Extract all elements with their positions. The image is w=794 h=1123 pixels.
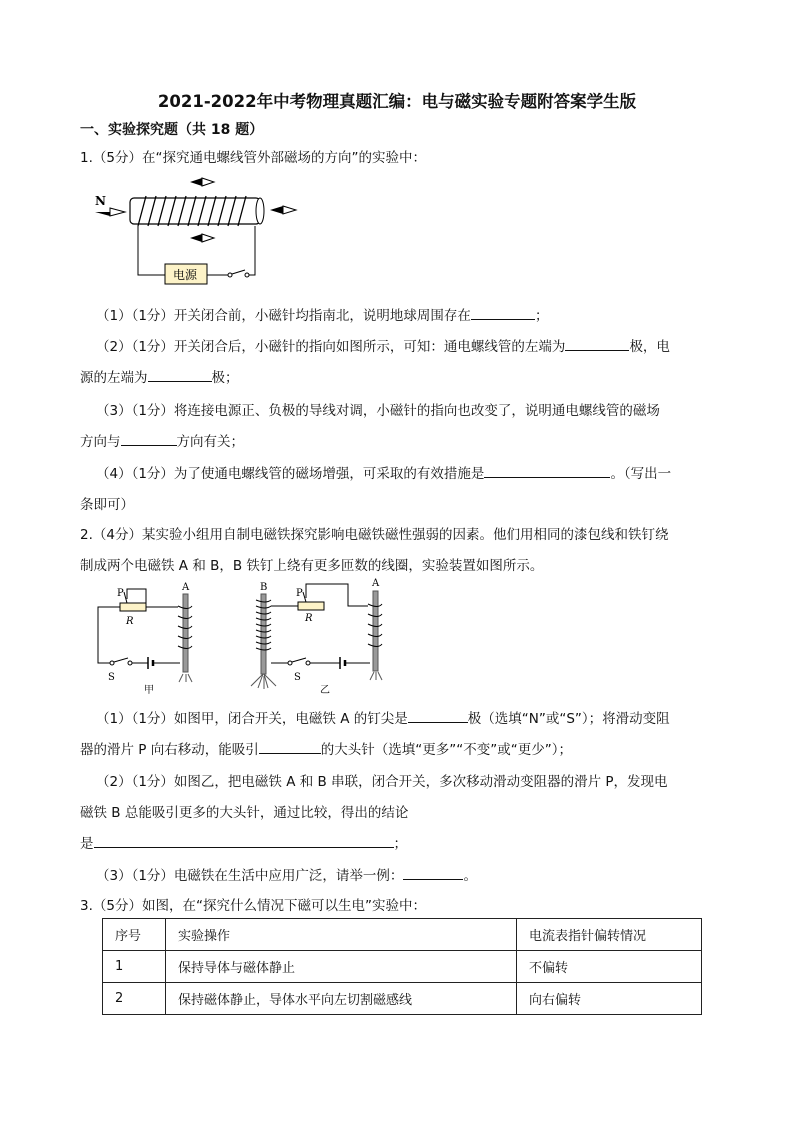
q3-table: [102, 918, 702, 1015]
q1-part1: （1）（1分）开关闭合前，小磁针均指南北，说明地球周围存在 ；: [96, 308, 549, 324]
table-cell: 保持磁体静止，导体水平向左切割磁感线: [166, 983, 517, 1015]
table-header: 电流表指针偏转情况: [517, 919, 702, 951]
q1-part4-line2: 条即可）: [80, 497, 134, 513]
table-cell: 不偏转: [517, 951, 702, 983]
q2-stem-line1: 2.（4分）某实验小组用自制电磁铁探究影响电磁铁磁性强弱的因素。他们用相同的漆包线和铁钉绕: [80, 527, 669, 543]
svg-text:B: B: [260, 582, 268, 593]
svg-text:S: S: [294, 672, 301, 683]
page-title: 2021-2022年中考物理真题汇编：电与磁实验专题附答案学生版: [157, 92, 637, 111]
svg-text:A: A: [372, 578, 380, 589]
q1-part3-line1: （3）（1分）将连接电源正、负极的导线对调，小磁针的指向也改变了，说明通电螺线管的磁场: [96, 403, 660, 419]
answer-blank: [471, 306, 535, 320]
q1-part4-line1: （4）（1分）为了使通电螺线管的磁场增强，可采取的有效措施是 。（写出一: [96, 466, 672, 482]
table-row: [103, 951, 702, 983]
table-cell: 向右偏转: [517, 983, 702, 1015]
svg-text:R: R: [126, 616, 134, 627]
table-cell: 保持导体与磁体静止: [166, 951, 517, 983]
answer-blank: [565, 337, 629, 351]
table-row: [103, 983, 702, 1015]
compass-needle-icon: [190, 234, 214, 242]
compass-needle-icon: [95, 208, 125, 216]
svg-text:乙: 乙: [320, 685, 330, 696]
q2-part3: （3）（1分）电磁铁在生活中应用广泛，请举一例： 。: [96, 868, 477, 884]
answer-blank: [408, 709, 468, 723]
table-cell: 1: [103, 951, 166, 983]
svg-text:S: S: [108, 672, 115, 683]
table-cell: 2: [103, 983, 166, 1015]
q2-part2-line1: （2）（1分）如图乙，把电磁铁 A 和 B 串联，闭合开关，多次移动滑动变阻器的滑片 P，发现电: [96, 774, 668, 790]
answer-blank: [484, 464, 610, 478]
figure-yi: [251, 578, 382, 696]
table-header-row: [103, 919, 702, 951]
q1-part2-line2: 源的左端为 极；: [80, 370, 239, 386]
svg-text:A: A: [182, 582, 190, 593]
answer-blank: [259, 740, 321, 754]
svg-text:甲: 甲: [144, 685, 154, 696]
compass-needle-icon: [270, 206, 296, 214]
answer-blank: [148, 368, 212, 382]
answer-blank: [121, 432, 177, 446]
q1-part3-line2: 方向与 方向有关；: [80, 434, 244, 450]
answer-blank: [94, 834, 394, 848]
table-header: 实验操作: [166, 919, 517, 951]
svg-text:P: P: [296, 588, 303, 599]
q2-electromagnet-figure: [88, 576, 398, 698]
q1-solenoid-figure: [90, 170, 310, 290]
svg-text:R: R: [305, 613, 313, 624]
q2-part2-line3: 是 ；: [80, 836, 407, 852]
q1-power-label: 电源: [173, 268, 198, 282]
q2-part1-line2: 器的滑片 P 向右移动，能吸引 的大头针（选填“更多”“不变”或“更少”）；: [80, 742, 572, 758]
q1-part2-line1: （2）（1分）开关闭合后，小磁针的指向如图所示，可知：通电螺线管的左端为 极，电: [96, 339, 670, 355]
table-header: 序号: [103, 919, 166, 951]
q1-stem: 1.（5分）在“探究通电螺线管外部磁场的方向”的实验中：: [80, 150, 426, 166]
q3-stem: 3.（5分）如图，在“探究什么情况下磁可以生电”实验中：: [80, 898, 426, 914]
q1-n-label: N: [95, 194, 106, 208]
svg-text:P: P: [117, 588, 124, 599]
figure-jia: [98, 582, 192, 696]
q2-stem-line2: 制成两个电磁铁 A 和 B，B 铁钉上绕有更多匝数的线圈，实验装置如图所示。: [80, 558, 544, 574]
compass-needle-icon: [190, 178, 214, 186]
section-heading: 一、实验探究题（共 18 题）: [80, 122, 264, 138]
q2-part2-line2: 磁铁 B 总能吸引更多的大头针，通过比较，得出的结论: [80, 805, 409, 821]
q2-part1-line1: （1）（1分）如图甲，闭合开关，电磁铁 A 的钉尖是 极（选填“N”或“S”）；将滑动变阻: [96, 711, 670, 727]
answer-blank: [403, 866, 463, 880]
